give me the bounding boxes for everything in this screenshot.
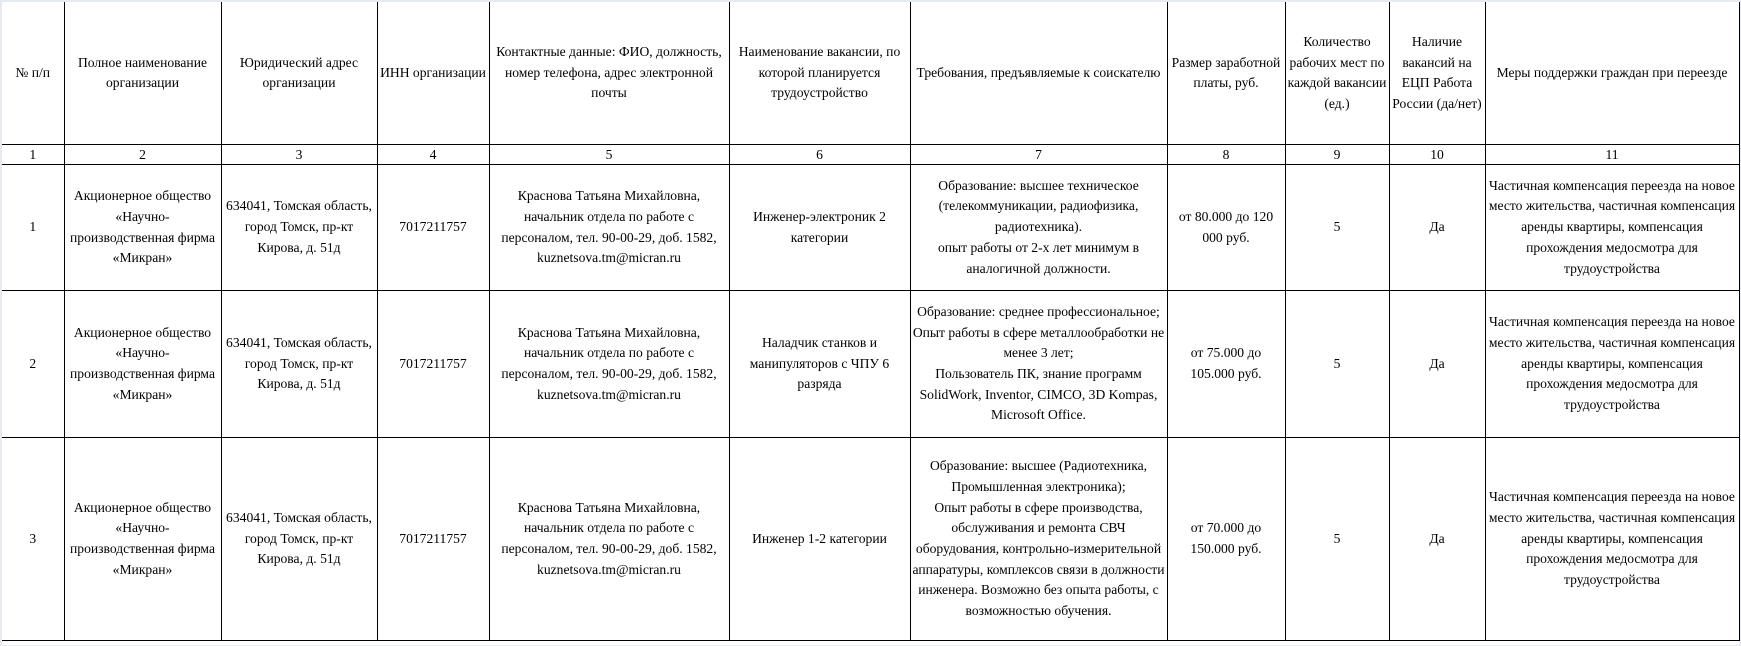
salary-cell[interactable]: от 70.000 до 150.000 руб. bbox=[1167, 438, 1285, 641]
row-number-cell[interactable]: 1 bbox=[2, 165, 64, 291]
support-cell[interactable]: Частичная компенсация переезда на новое место жительства, частичная компенсация аренды квартиры, компенсация прохождения медосмотра для трудоустройства bbox=[1485, 165, 1739, 291]
column-number-cell[interactable]: 5 bbox=[489, 145, 729, 165]
contact-cell[interactable]: Краснова Татьяна Михайловна, начальник отдела по работе с персоналом, тел. 90-00-29, доб. 1582, kuznetsova.tm@micran.ru bbox=[489, 438, 729, 641]
requirements-cell[interactable] bbox=[910, 438, 1167, 641]
column-number-cell[interactable]: 3 bbox=[221, 145, 377, 165]
portal-cell[interactable]: Да bbox=[1389, 165, 1485, 291]
requirements-line: Опыт работы в сфере металлообработки не менее 3 лет; bbox=[912, 324, 1165, 361]
contact-cell[interactable]: Краснова Татьяна Михайловна, начальник отдела по работе с персоналом, тел. 90-00-29, доб. 1582, kuznetsova.tm@micran.ru bbox=[489, 291, 729, 438]
portal-cell[interactable]: Да bbox=[1389, 438, 1485, 641]
row-number-cell[interactable]: 2 bbox=[2, 291, 64, 438]
org-name-cell[interactable]: Акционерное общество «Научно-производственная фирма «Микран» bbox=[64, 291, 221, 438]
vacancies-table bbox=[2, 2, 1740, 641]
header-cell-contact[interactable]: Контактные данные: ФИО, должность, номер телефона, адрес электронной почты bbox=[489, 2, 729, 145]
inn-cell[interactable]: 7017211757 bbox=[377, 165, 489, 291]
column-number-cell[interactable]: 2 bbox=[64, 145, 221, 165]
column-number-cell[interactable]: 1 bbox=[2, 145, 64, 165]
address-cell[interactable]: 634041, Томская область, город Томск, пр-кт Кирова, д. 51д bbox=[221, 165, 377, 291]
requirements-cell[interactable] bbox=[910, 291, 1167, 438]
header-cell-org[interactable]: Полное наименование организации bbox=[64, 2, 221, 145]
header-cell-vacancy[interactable]: Наименование вакансии, по которой планируется трудоустройство bbox=[729, 2, 910, 145]
header-cell-num[interactable]: № п/п bbox=[2, 2, 64, 145]
org-name-cell[interactable]: Акционерное общество «Научно-производственная фирма «Микран» bbox=[64, 438, 221, 641]
requirements-line: Образование: высшее (Радиотехника, Промышленная электроника); bbox=[929, 458, 1148, 494]
column-number-cell[interactable]: 8 bbox=[1167, 145, 1285, 165]
column-number-cell[interactable]: 4 bbox=[377, 145, 489, 165]
vacancy-cell[interactable]: Инженер-электроник 2 категории bbox=[729, 165, 910, 291]
vacancy-cell[interactable]: Инженер 1-2 категории bbox=[729, 438, 910, 641]
salary-cell[interactable]: от 75.000 до 105.000 руб. bbox=[1167, 291, 1285, 438]
column-number-cell[interactable]: 9 bbox=[1285, 145, 1389, 165]
requirements-cell[interactable] bbox=[910, 165, 1167, 291]
vacancy-cell[interactable]: Наладчик станков и манипуляторов с ЧПУ 6 разряда bbox=[729, 291, 910, 438]
places-cell[interactable]: 5 bbox=[1285, 291, 1389, 438]
header-cell-salary[interactable]: Размер заработной платы, руб. bbox=[1167, 2, 1285, 145]
header-cell-requirements[interactable]: Требования, предъявляемые к соискателю bbox=[910, 2, 1167, 145]
column-number-cell[interactable]: 7 bbox=[910, 145, 1167, 165]
places-cell[interactable]: 5 bbox=[1285, 165, 1389, 291]
table-row bbox=[2, 291, 1739, 438]
address-cell[interactable]: 634041, Томская область, город Томск, пр-кт Кирова, д. 51д bbox=[221, 291, 377, 438]
requirements-line: Пользователь ПК, знание программ SolidWork, Inventor, CIMCO, 3D Kompas, Microsoft Office. bbox=[919, 366, 1158, 423]
requirements-line: Опыт работы в сфере производства, обслуживания и ремонта СВЧ оборудования, контрольно-измерительной аппаратуры, комплексов связи в должности инженера. Возможно без опыта работы, с возможностью обучения. bbox=[912, 499, 1165, 619]
inn-cell[interactable]: 7017211757 bbox=[377, 291, 489, 438]
table-row bbox=[2, 165, 1739, 291]
column-number-row bbox=[2, 145, 1739, 165]
column-number-cell[interactable]: 11 bbox=[1485, 145, 1739, 165]
header-cell-inn[interactable]: ИНН организации bbox=[377, 2, 489, 145]
requirements-line: Образование: среднее профессиональное; bbox=[917, 303, 1160, 319]
places-cell[interactable]: 5 bbox=[1285, 438, 1389, 641]
header-row bbox=[2, 2, 1739, 145]
table-row bbox=[2, 438, 1739, 641]
header-cell-address[interactable]: Юридический адрес организации bbox=[221, 2, 377, 145]
address-cell[interactable]: 634041, Томская область, город Томск, пр-кт Кирова, д. 51д bbox=[221, 438, 377, 641]
requirements-line: опыт работы от 2-х лет минимум в аналогичной должности. bbox=[937, 239, 1140, 276]
header-cell-support[interactable]: Меры поддержки граждан при переезде bbox=[1485, 2, 1739, 145]
header-cell-portal[interactable]: Наличие вакансий на ЕЦП Работа России (да/нет) bbox=[1389, 2, 1485, 145]
column-number-cell[interactable]: 6 bbox=[729, 145, 910, 165]
support-cell[interactable]: Частичная компенсация переезда на новое место жительства, частичная компенсация аренды квартиры, компенсация прохождения медосмотра для трудоустройства bbox=[1485, 291, 1739, 438]
requirements-line: Образование: высшее техническое (телекоммуникации, радиофизика, радиотехника). bbox=[938, 177, 1139, 235]
column-number-cell[interactable]: 10 bbox=[1389, 145, 1485, 165]
inn-cell[interactable]: 7017211757 bbox=[377, 438, 489, 641]
org-name-cell[interactable]: Акционерное общество «Научно-производственная фирма «Микран» bbox=[64, 165, 221, 291]
row-number-cell[interactable]: 3 bbox=[2, 438, 64, 641]
spreadsheet-sheet bbox=[2, 2, 1739, 645]
contact-cell[interactable]: Краснова Татьяна Михайловна, начальник отдела по работе с персоналом, тел. 90-00-29, доб. 1582, kuznetsova.tm@micran.ru bbox=[489, 165, 729, 291]
support-cell[interactable]: Частичная компенсация переезда на новое место жительства, частичная компенсация аренды квартиры, компенсация прохождения медосмотра для трудоустройства bbox=[1485, 438, 1739, 641]
salary-cell[interactable]: от 80.000 до 120 000 руб. bbox=[1167, 165, 1285, 291]
header-cell-places[interactable]: Количество рабочих мест по каждой вакансии (ед.) bbox=[1285, 2, 1389, 145]
portal-cell[interactable]: Да bbox=[1389, 291, 1485, 438]
